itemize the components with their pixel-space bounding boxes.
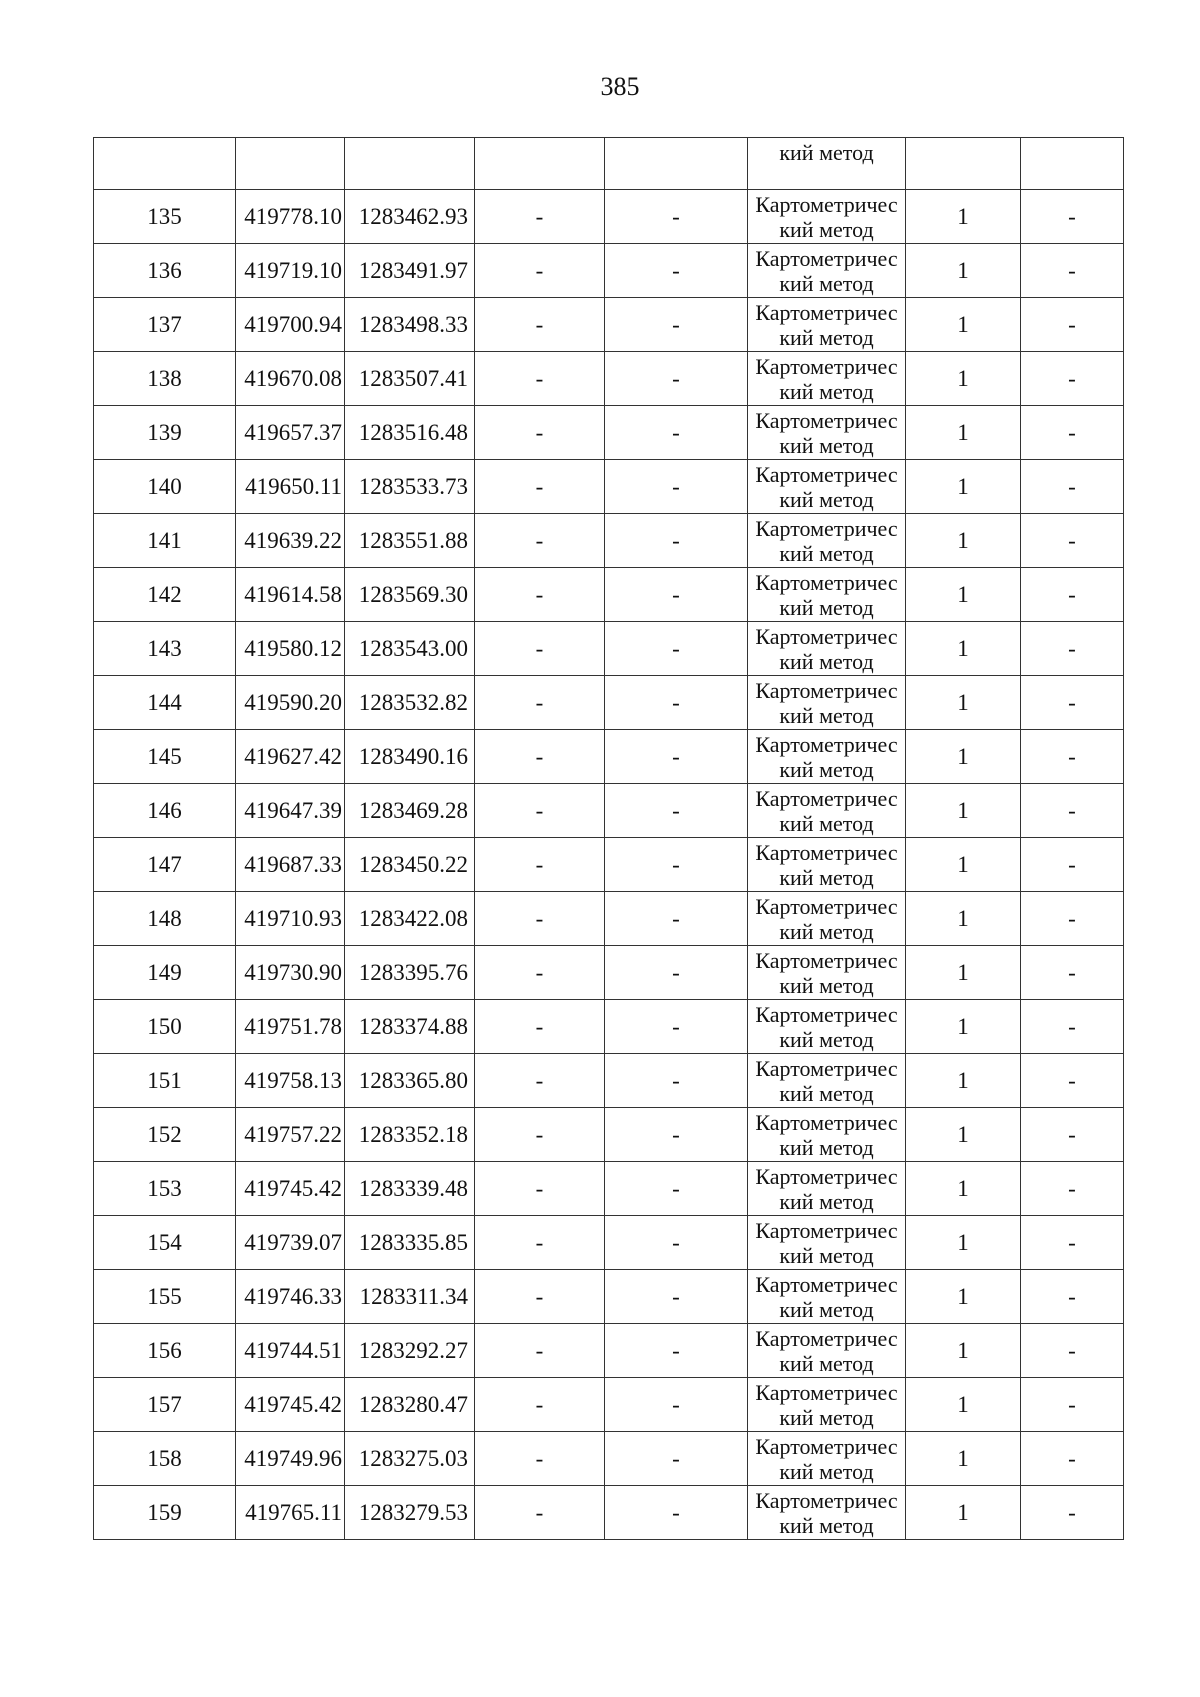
cell-method bbox=[748, 138, 906, 190]
cell-c8: - bbox=[1021, 784, 1124, 838]
cell-method bbox=[748, 1054, 906, 1108]
cell-c5: - bbox=[605, 838, 748, 892]
method-line-1: Картометричес bbox=[755, 1217, 898, 1243]
cell-c5: - bbox=[605, 1108, 748, 1162]
cell-num: 154 bbox=[94, 1216, 236, 1270]
table-row bbox=[94, 1486, 1124, 1540]
cell-num: 141 bbox=[94, 514, 236, 568]
cell-c7: 1 bbox=[906, 1000, 1021, 1054]
cell-y: 1283516.48 bbox=[345, 406, 475, 460]
cell-x: 419758.13 bbox=[236, 1054, 345, 1108]
cell-y: 1283422.08 bbox=[345, 892, 475, 946]
method-line-1: Картометричес bbox=[755, 353, 898, 379]
cell-c5: - bbox=[605, 622, 748, 676]
cell-method bbox=[748, 460, 906, 514]
cell-x: 419614.58 bbox=[236, 568, 345, 622]
cell-x: 419765.11 bbox=[236, 1486, 345, 1540]
cell-c8: - bbox=[1021, 892, 1124, 946]
cell-c7: 1 bbox=[906, 1216, 1021, 1270]
cell-num: 146 bbox=[94, 784, 236, 838]
cell-c7: 1 bbox=[906, 838, 1021, 892]
method-line-1: Картометричес bbox=[755, 1109, 898, 1135]
cell-c7: 1 bbox=[906, 298, 1021, 352]
cell-c7: 1 bbox=[906, 892, 1021, 946]
table-row bbox=[94, 568, 1124, 622]
cell-c8: - bbox=[1021, 1270, 1124, 1324]
cell-x: 419590.20 bbox=[236, 676, 345, 730]
cell-c5: - bbox=[605, 730, 748, 784]
cell-c7: 1 bbox=[906, 460, 1021, 514]
cell-c7: 1 bbox=[906, 1378, 1021, 1432]
method-line-2: кий метод bbox=[779, 1404, 874, 1430]
cell-c7: 1 bbox=[906, 1108, 1021, 1162]
method-line-1: Картометричес bbox=[755, 1487, 898, 1513]
cell-x: 419730.90 bbox=[236, 946, 345, 1000]
continuation-row bbox=[94, 138, 1124, 190]
cell-c4: - bbox=[475, 1378, 605, 1432]
cell-c8: - bbox=[1021, 730, 1124, 784]
table-row bbox=[94, 1432, 1124, 1486]
cell-method bbox=[748, 1270, 906, 1324]
cell-c8: - bbox=[1021, 244, 1124, 298]
cell-num bbox=[94, 138, 236, 190]
cell-x: 419757.22 bbox=[236, 1108, 345, 1162]
cell-y: 1283469.28 bbox=[345, 784, 475, 838]
cell-num: 147 bbox=[94, 838, 236, 892]
cell-c4: - bbox=[475, 946, 605, 1000]
cell-x: 419700.94 bbox=[236, 298, 345, 352]
cell-x: 419751.78 bbox=[236, 1000, 345, 1054]
cell-y: 1283311.34 bbox=[345, 1270, 475, 1324]
cell-c7: 1 bbox=[906, 244, 1021, 298]
table-row bbox=[94, 1108, 1124, 1162]
table-row bbox=[94, 298, 1124, 352]
cell-y: 1283533.73 bbox=[345, 460, 475, 514]
cell-method bbox=[748, 892, 906, 946]
cell-c8: - bbox=[1021, 1162, 1124, 1216]
method-line-1: Картометричес bbox=[755, 245, 898, 271]
cell-c4: - bbox=[475, 244, 605, 298]
cell-c5: - bbox=[605, 406, 748, 460]
cell-c4: - bbox=[475, 1108, 605, 1162]
cell-x: 419710.93 bbox=[236, 892, 345, 946]
table-row bbox=[94, 784, 1124, 838]
cell-c4: - bbox=[475, 784, 605, 838]
method-line-1: Картометричес bbox=[755, 1271, 898, 1297]
method-line-2: кий метод bbox=[779, 1026, 874, 1052]
cell-y: 1283569.30 bbox=[345, 568, 475, 622]
cell-c7: 1 bbox=[906, 1324, 1021, 1378]
cell-c4: - bbox=[475, 1486, 605, 1540]
cell-c4: - bbox=[475, 190, 605, 244]
cell-c4: - bbox=[475, 406, 605, 460]
cell-c8: - bbox=[1021, 406, 1124, 460]
method-line-2: кий метод bbox=[779, 648, 874, 674]
cell-num: 148 bbox=[94, 892, 236, 946]
cell-c7: 1 bbox=[906, 406, 1021, 460]
method-line-2: кий метод bbox=[779, 702, 874, 728]
cell-c4: - bbox=[475, 622, 605, 676]
cell-c5: - bbox=[605, 244, 748, 298]
cell-num: 158 bbox=[94, 1432, 236, 1486]
table-row bbox=[94, 1054, 1124, 1108]
cell-c4: - bbox=[475, 568, 605, 622]
cell-c5: - bbox=[605, 190, 748, 244]
cell-y: 1283450.22 bbox=[345, 838, 475, 892]
cell-method bbox=[748, 676, 906, 730]
cell-c4: - bbox=[475, 676, 605, 730]
cell-c5: - bbox=[605, 1162, 748, 1216]
table-row bbox=[94, 838, 1124, 892]
cell-c5: - bbox=[605, 460, 748, 514]
cell-c5: - bbox=[605, 676, 748, 730]
cell-x: 419778.10 bbox=[236, 190, 345, 244]
cell-c4: - bbox=[475, 1054, 605, 1108]
method-line-2: кий метод bbox=[779, 270, 874, 296]
cell-c5: - bbox=[605, 352, 748, 406]
cell-c4: - bbox=[475, 838, 605, 892]
cell-c5: - bbox=[605, 1324, 748, 1378]
cell-c7: 1 bbox=[906, 1486, 1021, 1540]
cell-c7: 1 bbox=[906, 1432, 1021, 1486]
method-line-2: кий метод bbox=[779, 756, 874, 782]
cell-x: 419749.96 bbox=[236, 1432, 345, 1486]
method-line-1: Картометричес bbox=[755, 785, 898, 811]
cell-c8: - bbox=[1021, 1216, 1124, 1270]
cell-num: 139 bbox=[94, 406, 236, 460]
cell-y: 1283352.18 bbox=[345, 1108, 475, 1162]
cell-num: 142 bbox=[94, 568, 236, 622]
cell-num: 155 bbox=[94, 1270, 236, 1324]
method-line-1: Картометричес bbox=[755, 731, 898, 757]
method-line-1: Картометричес bbox=[755, 461, 898, 487]
cell-num: 137 bbox=[94, 298, 236, 352]
cell-x: 419580.12 bbox=[236, 622, 345, 676]
cell-num: 145 bbox=[94, 730, 236, 784]
cell-method bbox=[748, 1378, 906, 1432]
method-line-2: кий метод bbox=[779, 1458, 874, 1484]
cell-method bbox=[748, 190, 906, 244]
cell-y: 1283339.48 bbox=[345, 1162, 475, 1216]
method-line-2: кий метод bbox=[779, 594, 874, 620]
method-line-1: Картометричес bbox=[755, 623, 898, 649]
table-row bbox=[94, 190, 1124, 244]
cell-c7: 1 bbox=[906, 568, 1021, 622]
cell-c7: 1 bbox=[906, 352, 1021, 406]
cell-c4: - bbox=[475, 1324, 605, 1378]
cell-c4: - bbox=[475, 1432, 605, 1486]
cell-c4: - bbox=[475, 730, 605, 784]
cell-c7: 1 bbox=[906, 190, 1021, 244]
cell-num: 140 bbox=[94, 460, 236, 514]
cell-c7: 1 bbox=[906, 946, 1021, 1000]
method-line-1: Картометричес bbox=[755, 407, 898, 433]
cell-method bbox=[748, 352, 906, 406]
cell-y: 1283498.33 bbox=[345, 298, 475, 352]
cell-x: 419744.51 bbox=[236, 1324, 345, 1378]
cell-c8: - bbox=[1021, 1000, 1124, 1054]
cell-c7: 1 bbox=[906, 730, 1021, 784]
cell-num: 157 bbox=[94, 1378, 236, 1432]
cell-method bbox=[748, 244, 906, 298]
cell-c8 bbox=[1021, 138, 1124, 190]
cell-c5: - bbox=[605, 1270, 748, 1324]
cell-c5: - bbox=[605, 514, 748, 568]
cell-num: 150 bbox=[94, 1000, 236, 1054]
cell-c8: - bbox=[1021, 190, 1124, 244]
cell-num: 149 bbox=[94, 946, 236, 1000]
cell-c4: - bbox=[475, 352, 605, 406]
cell-c4: - bbox=[475, 460, 605, 514]
cell-y: 1283292.27 bbox=[345, 1324, 475, 1378]
cell-y: 1283335.85 bbox=[345, 1216, 475, 1270]
cell-y: 1283551.88 bbox=[345, 514, 475, 568]
method-line-2: кий метод bbox=[779, 1512, 874, 1538]
method-line-2: кий метод bbox=[779, 1080, 874, 1106]
cell-c8: - bbox=[1021, 622, 1124, 676]
method-line-2: кий метод bbox=[779, 540, 874, 566]
cell-y: 1283507.41 bbox=[345, 352, 475, 406]
method-line-2: кий метод bbox=[779, 486, 874, 512]
cell-c7: 1 bbox=[906, 1162, 1021, 1216]
cell-c7: 1 bbox=[906, 1270, 1021, 1324]
method-line-2: кий метод bbox=[779, 1350, 874, 1376]
cell-c8: - bbox=[1021, 1054, 1124, 1108]
cell-c4: - bbox=[475, 514, 605, 568]
cell-c8: - bbox=[1021, 298, 1124, 352]
method-line-1: Картометричес bbox=[755, 515, 898, 541]
cell-x: 419670.08 bbox=[236, 352, 345, 406]
method-line-2: кий метод bbox=[779, 1242, 874, 1268]
cell-c8: - bbox=[1021, 676, 1124, 730]
cell-method bbox=[748, 730, 906, 784]
method-line-1: Картометричес bbox=[755, 191, 898, 217]
method-line-2: кий метод bbox=[779, 216, 874, 242]
cell-x: 419657.37 bbox=[236, 406, 345, 460]
table-row bbox=[94, 1378, 1124, 1432]
method-line-2: кий метод bbox=[779, 1296, 874, 1322]
cell-c5: - bbox=[605, 1486, 748, 1540]
cell-y: 1283280.47 bbox=[345, 1378, 475, 1432]
cell-method bbox=[748, 514, 906, 568]
page-number: 385 bbox=[600, 72, 640, 101]
method-line-1: Картометричес bbox=[755, 1379, 898, 1405]
cell-x: 419639.22 bbox=[236, 514, 345, 568]
table-row bbox=[94, 1162, 1124, 1216]
cell-c5: - bbox=[605, 946, 748, 1000]
method-line-2: кий метод bbox=[779, 972, 874, 998]
cell-x: 419627.42 bbox=[236, 730, 345, 784]
cell-num: 143 bbox=[94, 622, 236, 676]
method-line-1: Картометричес bbox=[755, 893, 898, 919]
cell-c8: - bbox=[1021, 1486, 1124, 1540]
cell-c5 bbox=[605, 138, 748, 190]
cell-c8: - bbox=[1021, 514, 1124, 568]
table-row bbox=[94, 1270, 1124, 1324]
cell-y: 1283543.00 bbox=[345, 622, 475, 676]
cell-num: 152 bbox=[94, 1108, 236, 1162]
cell-c4: - bbox=[475, 1000, 605, 1054]
cell-c8: - bbox=[1021, 352, 1124, 406]
cell-c8: - bbox=[1021, 838, 1124, 892]
cell-method bbox=[748, 1216, 906, 1270]
method-line-2: кий метод bbox=[779, 432, 874, 458]
method-line-2: кий метод bbox=[779, 1134, 874, 1160]
method-line-2: кий метод bbox=[779, 864, 874, 890]
method-line-2: кий метод bbox=[779, 324, 874, 350]
cell-c7: 1 bbox=[906, 514, 1021, 568]
cell-c4: - bbox=[475, 298, 605, 352]
cell-c7: 1 bbox=[906, 784, 1021, 838]
cell-x: 419647.39 bbox=[236, 784, 345, 838]
cell-num: 144 bbox=[94, 676, 236, 730]
table-row bbox=[94, 676, 1124, 730]
cell-y: 1283462.93 bbox=[345, 190, 475, 244]
method-line-1: Картометричес bbox=[755, 1325, 898, 1351]
cell-method bbox=[748, 568, 906, 622]
cell-y: 1283490.16 bbox=[345, 730, 475, 784]
cell-num: 153 bbox=[94, 1162, 236, 1216]
table-row bbox=[94, 1216, 1124, 1270]
table-row bbox=[94, 1000, 1124, 1054]
cell-method bbox=[748, 946, 906, 1000]
cell-c5: - bbox=[605, 568, 748, 622]
cell-c8: - bbox=[1021, 1432, 1124, 1486]
table-row bbox=[94, 730, 1124, 784]
method-line-1: Картометричес bbox=[755, 299, 898, 325]
cell-c5: - bbox=[605, 1216, 748, 1270]
cell-c8: - bbox=[1021, 946, 1124, 1000]
cell-y: 1283279.53 bbox=[345, 1486, 475, 1540]
cell-x: 419739.07 bbox=[236, 1216, 345, 1270]
cell-method bbox=[748, 1432, 906, 1486]
cell-y: 1283374.88 bbox=[345, 1000, 475, 1054]
method-tail: кий метод bbox=[779, 140, 874, 165]
cell-c8: - bbox=[1021, 568, 1124, 622]
cell-num: 136 bbox=[94, 244, 236, 298]
cell-method bbox=[748, 1324, 906, 1378]
cell-x: 419746.33 bbox=[236, 1270, 345, 1324]
cell-c5: - bbox=[605, 1000, 748, 1054]
cell-num: 151 bbox=[94, 1054, 236, 1108]
cell-c5: - bbox=[605, 1432, 748, 1486]
method-line-1: Картометричес bbox=[755, 839, 898, 865]
cell-x: 419650.11 bbox=[236, 460, 345, 514]
cell-y: 1283395.76 bbox=[345, 946, 475, 1000]
method-line-1: Картометричес bbox=[755, 1001, 898, 1027]
cell-method bbox=[748, 838, 906, 892]
method-line-1: Картометричес bbox=[755, 1163, 898, 1189]
method-line-1: Картометричес bbox=[755, 569, 898, 595]
cell-method bbox=[748, 1108, 906, 1162]
cell-method bbox=[748, 1486, 906, 1540]
cell-y: 1283491.97 bbox=[345, 244, 475, 298]
cell-x: 419719.10 bbox=[236, 244, 345, 298]
table-row bbox=[94, 460, 1124, 514]
cell-y: 1283532.82 bbox=[345, 676, 475, 730]
table-body bbox=[94, 138, 1124, 1540]
cell-y: 1283275.03 bbox=[345, 1432, 475, 1486]
cell-x bbox=[236, 138, 345, 190]
table-row bbox=[94, 514, 1124, 568]
cell-method bbox=[748, 1162, 906, 1216]
table-row bbox=[94, 622, 1124, 676]
cell-method bbox=[748, 298, 906, 352]
coordinates-table bbox=[93, 137, 1124, 1540]
cell-c8: - bbox=[1021, 460, 1124, 514]
cell-c8: - bbox=[1021, 1378, 1124, 1432]
cell-y bbox=[345, 138, 475, 190]
table-row bbox=[94, 1324, 1124, 1378]
cell-method bbox=[748, 784, 906, 838]
cell-c5: - bbox=[605, 1054, 748, 1108]
table-row bbox=[94, 946, 1124, 1000]
method-line-1: Картометричес bbox=[755, 1055, 898, 1081]
cell-c4: - bbox=[475, 1270, 605, 1324]
method-line-2: кий метод bbox=[779, 918, 874, 944]
table-row bbox=[94, 406, 1124, 460]
cell-c8: - bbox=[1021, 1108, 1124, 1162]
cell-c7: 1 bbox=[906, 1054, 1021, 1108]
cell-c4: - bbox=[475, 1216, 605, 1270]
cell-num: 135 bbox=[94, 190, 236, 244]
cell-x: 419687.33 bbox=[236, 838, 345, 892]
cell-method bbox=[748, 1000, 906, 1054]
cell-c4: - bbox=[475, 892, 605, 946]
cell-c4 bbox=[475, 138, 605, 190]
cell-num: 159 bbox=[94, 1486, 236, 1540]
cell-c5: - bbox=[605, 1378, 748, 1432]
cell-method bbox=[748, 406, 906, 460]
method-line-2: кий метод bbox=[779, 810, 874, 836]
cell-c5: - bbox=[605, 298, 748, 352]
cell-c7: 1 bbox=[906, 676, 1021, 730]
cell-c7 bbox=[906, 138, 1021, 190]
method-line-1: Картометричес bbox=[755, 677, 898, 703]
method-line-1: Картометричес bbox=[755, 947, 898, 973]
table-row bbox=[94, 244, 1124, 298]
table-row bbox=[94, 892, 1124, 946]
cell-c4: - bbox=[475, 1162, 605, 1216]
cell-c5: - bbox=[605, 892, 748, 946]
table-row bbox=[94, 352, 1124, 406]
cell-y: 1283365.80 bbox=[345, 1054, 475, 1108]
cell-method bbox=[748, 622, 906, 676]
cell-num: 138 bbox=[94, 352, 236, 406]
method-line-2: кий метод bbox=[779, 378, 874, 404]
cell-c8: - bbox=[1021, 1324, 1124, 1378]
cell-x: 419745.42 bbox=[236, 1162, 345, 1216]
cell-c5: - bbox=[605, 784, 748, 838]
cell-num: 156 bbox=[94, 1324, 236, 1378]
method-line-2: кий метод bbox=[779, 1188, 874, 1214]
method-line-1: Картометричес bbox=[755, 1433, 898, 1459]
cell-c7: 1 bbox=[906, 622, 1021, 676]
cell-x: 419745.42 bbox=[236, 1378, 345, 1432]
